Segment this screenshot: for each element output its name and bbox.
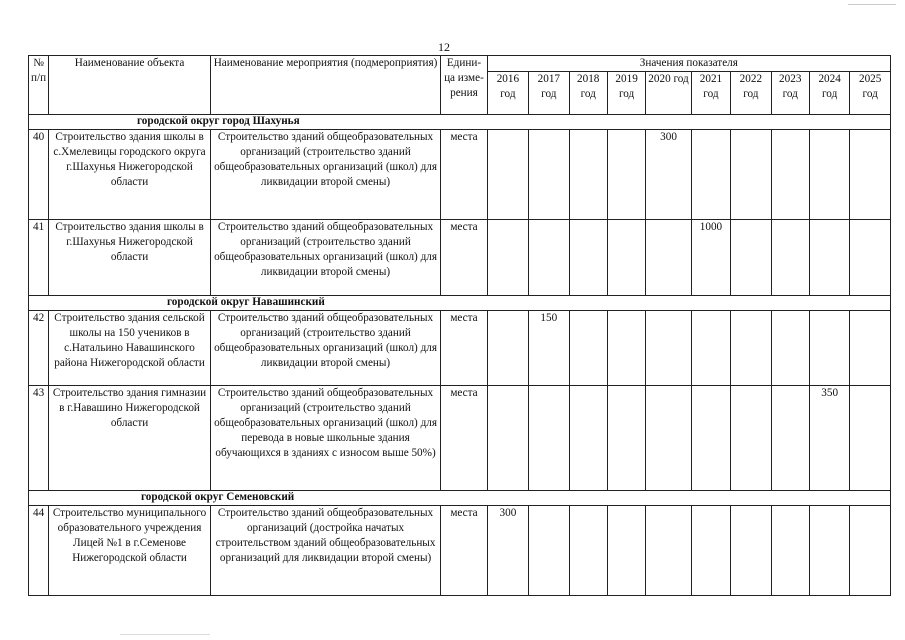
col-header-measure: Наименование мероприятия (подмероприятия) xyxy=(210,56,440,115)
value-cell xyxy=(771,220,809,296)
col-header-object: Наименование объекта xyxy=(49,56,211,115)
row-number: 42 xyxy=(29,311,49,386)
value-cell xyxy=(771,130,809,220)
object-name: Строительство здания школы в с.Хмелевицы городского округа г.Шахунья Нижегородской области xyxy=(49,130,211,220)
row-number: 43 xyxy=(29,386,49,491)
measure-name: Строительство зданий общеобразовательных организаций (строительство зданий общеобразовательных организаций (школ) для ликвидации второй смены) xyxy=(210,220,440,296)
value-cell xyxy=(529,220,569,296)
year-header: 2019 год xyxy=(607,72,645,115)
table-row xyxy=(29,386,891,491)
scan-mark-top xyxy=(848,4,896,5)
measure-name: Строительство зданий общеобразовательных организаций (строительство зданий общеобразовательных организаций (школ) для ликвидации второй смены) xyxy=(210,130,440,220)
value-cell xyxy=(809,311,849,386)
row-number: 41 xyxy=(29,220,49,296)
value-cell: 300 xyxy=(487,506,528,596)
col-header-values: Значения показателя xyxy=(487,56,890,72)
value-cell xyxy=(850,311,891,386)
header-row-1 xyxy=(29,56,891,72)
value-cell: 350 xyxy=(809,386,849,491)
region-title: городской округ Навашинский xyxy=(29,296,891,311)
page-number: 12 xyxy=(438,40,450,54)
value-cell xyxy=(809,220,849,296)
object-name: Строительство здания сельской школы на 150 учеников в с.Натальино Навашинского района Нижегородской области xyxy=(49,311,211,386)
value-cell xyxy=(569,311,607,386)
value-cell xyxy=(731,386,771,491)
value-cell xyxy=(771,386,809,491)
value-cell xyxy=(809,506,849,596)
value-cell xyxy=(731,311,771,386)
value-cell xyxy=(487,130,528,220)
measure-name: Строительство зданий общеобразовательных организаций (достройка начатых строительством зданий общеобразовательных организаций для ликвидации второй смены) xyxy=(210,506,440,596)
unit-cell: места xyxy=(441,220,487,296)
value-cell xyxy=(569,130,607,220)
value-cell xyxy=(850,130,891,220)
unit-cell: места xyxy=(441,130,487,220)
region-title: городской округ Семеновский xyxy=(29,491,891,506)
unit-cell: места xyxy=(441,506,487,596)
scan-mark-bottom xyxy=(120,634,210,635)
year-header: 2021 год xyxy=(691,72,730,115)
measure-name: Строительство зданий общеобразовательных организаций (строительство зданий общеобразовательных организаций (школ) для перевода в новые школьные здания обучающихся в зданиях с износом выше 50%) xyxy=(210,386,440,491)
table-row xyxy=(29,311,891,386)
value-cell xyxy=(607,311,645,386)
region-row xyxy=(29,296,891,311)
object-name: Строительство здания школы в г.Шахунья Нижегородской области xyxy=(49,220,211,296)
region-title: городской округ город Шахунья xyxy=(29,115,891,130)
value-cell xyxy=(850,386,891,491)
value-cell xyxy=(691,311,730,386)
value-cell xyxy=(850,506,891,596)
value-cell xyxy=(771,506,809,596)
value-cell xyxy=(607,506,645,596)
col-header-unit: Едини-ца изме-рения xyxy=(441,56,487,115)
value-cell xyxy=(646,386,691,491)
table-row xyxy=(29,506,891,596)
value-cell xyxy=(529,506,569,596)
value-cell xyxy=(607,130,645,220)
value-cell xyxy=(569,220,607,296)
row-number: 40 xyxy=(29,130,49,220)
value-cell xyxy=(487,386,528,491)
value-cell xyxy=(646,506,691,596)
value-cell xyxy=(569,506,607,596)
year-header: 2020 год xyxy=(646,72,691,115)
year-header: 2023 год xyxy=(771,72,809,115)
value-cell xyxy=(607,386,645,491)
unit-cell: места xyxy=(441,386,487,491)
object-name: Строительство муниципального образовательного учреждения Лицей №1 в г.Семенове Нижегородской области xyxy=(49,506,211,596)
value-cell xyxy=(809,130,849,220)
value-cell xyxy=(569,386,607,491)
value-cell xyxy=(731,130,771,220)
year-header: 2025 год xyxy=(850,72,891,115)
value-cell: 150 xyxy=(529,311,569,386)
year-header: 2018 год xyxy=(569,72,607,115)
value-cell xyxy=(646,311,691,386)
value-cell xyxy=(646,220,691,296)
table-row xyxy=(29,220,891,296)
value-cell xyxy=(731,506,771,596)
value-cell: 1000 xyxy=(691,220,730,296)
year-header: 2017 год xyxy=(529,72,569,115)
year-header: 2022 год xyxy=(731,72,771,115)
value-cell xyxy=(691,386,730,491)
value-cell xyxy=(731,220,771,296)
value-cell: 300 xyxy=(646,130,691,220)
region-row xyxy=(29,491,891,506)
value-cell xyxy=(771,311,809,386)
value-cell xyxy=(691,130,730,220)
region-row xyxy=(29,115,891,130)
value-cell xyxy=(529,386,569,491)
measure-name: Строительство зданий общеобразовательных организаций (строительство зданий общеобразовательных организаций (школ) для ликвидации второй смены) xyxy=(210,311,440,386)
value-cell xyxy=(691,506,730,596)
col-header-no: № п/п xyxy=(29,56,49,115)
value-cell xyxy=(607,220,645,296)
value-cell xyxy=(487,311,528,386)
object-name: Строительство здания гимназии в г.Навашино Нижегородской области xyxy=(49,386,211,491)
unit-cell: места xyxy=(441,311,487,386)
value-cell xyxy=(850,220,891,296)
year-header: 2016 год xyxy=(487,72,528,115)
year-header: 2024 год xyxy=(809,72,849,115)
table-row xyxy=(29,130,891,220)
value-cell xyxy=(487,220,528,296)
value-cell xyxy=(529,130,569,220)
row-number: 44 xyxy=(29,506,49,596)
indicators-table xyxy=(28,55,891,596)
